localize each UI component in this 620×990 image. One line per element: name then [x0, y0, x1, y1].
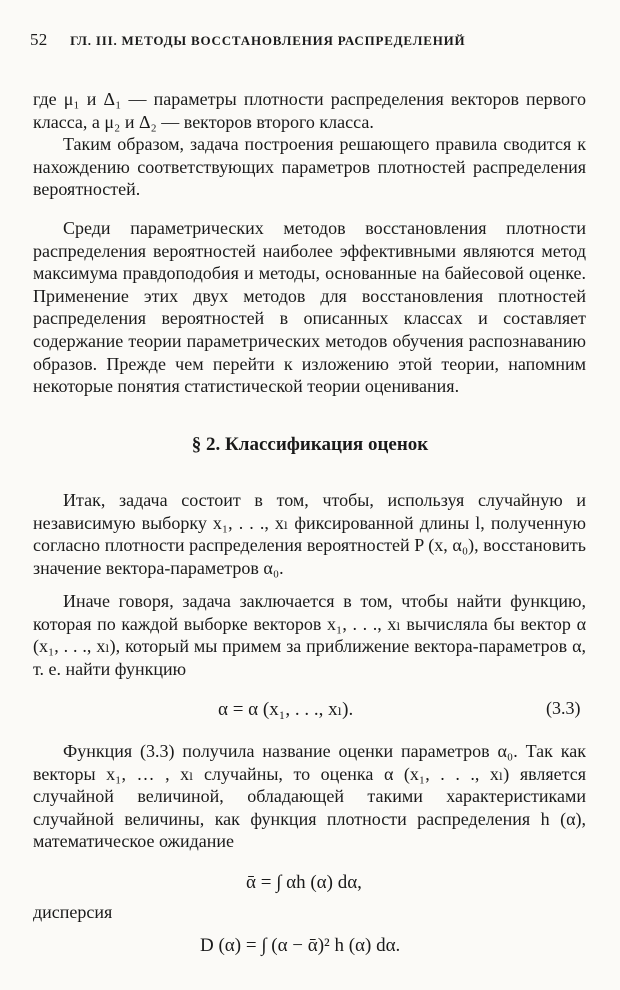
- running-header: [30, 30, 590, 50]
- running-title: ГЛ. III. МЕТОДЫ ВОССТАНОВЛЕНИЯ РАСПРЕДЕЛЕНИЙ: [70, 33, 466, 48]
- dispersion-label: дисперсия: [33, 902, 113, 922]
- equation-number: (3.3): [546, 698, 581, 718]
- paragraph-3: Среди параметрических методов восстановления плотности распределения вероятностей наиболее эффективными являются метод максимума правдоподобия и методы, основанные на байесовой оценке. Применение этих двух методов для восстановления плотностей распределения вероятностей в описанных классах и составляет содержание теории параметрических методов обучения распознаванию образов. Прежде чем перейти к изложению этой теории, напомним некоторые понятия статистической теории оценивания.: [33, 218, 586, 397]
- paragraph-5: Иначе говоря, задача заключается в том, чтобы найти функцию, которая по каждой выборке векторов x₁, . . ., xₗ вычисляла бы вектор α (x₁, . . ., xₗ), который мы примем за приближение вектора-параметров α, т. е. найти функцию: [33, 591, 586, 679]
- equation-3-3: α = α (x₁, . . ., xₗ).: [218, 699, 354, 720]
- equation-dispersion: D (α) = ∫ (α − ᾱ)² h (α) dα.: [200, 935, 401, 956]
- paragraph-2: Таким образом, задача построения решающего правила сводится к нахождению соответствующих параметров плотностей распределения вероятностей.: [33, 134, 586, 200]
- section-heading: § 2. Классификация оценок: [191, 434, 429, 455]
- page-number: 52: [30, 30, 48, 49]
- paragraph-1: где μ₁ и Δ₁ — параметры плотности распределения векторов первого класса, а μ₂ и Δ₂ — векторов второго класса.: [33, 89, 586, 132]
- equation-expectation: ᾱ = ∫ αh (α) dα,: [246, 872, 362, 893]
- paragraph-4: Итак, задача состоит в том, чтобы, используя случайную и независимую выборку x₁, . . ., xₗ фиксированной длины l, полученную согласно плотности распределения вероятностей P (x, α₀), восстановить значение вектора-параметров α₀.: [33, 490, 586, 578]
- paragraph-6: Функция (3.3) получила название оценки параметров α₀. Так как векторы x₁, … , xₗ случайны, то оценка α (x₁, . . ., xₗ) является случайной величиной, обладающей такими характеристиками случайной величины, как функция плотности распределения h (α), математическое ожидание: [33, 741, 586, 852]
